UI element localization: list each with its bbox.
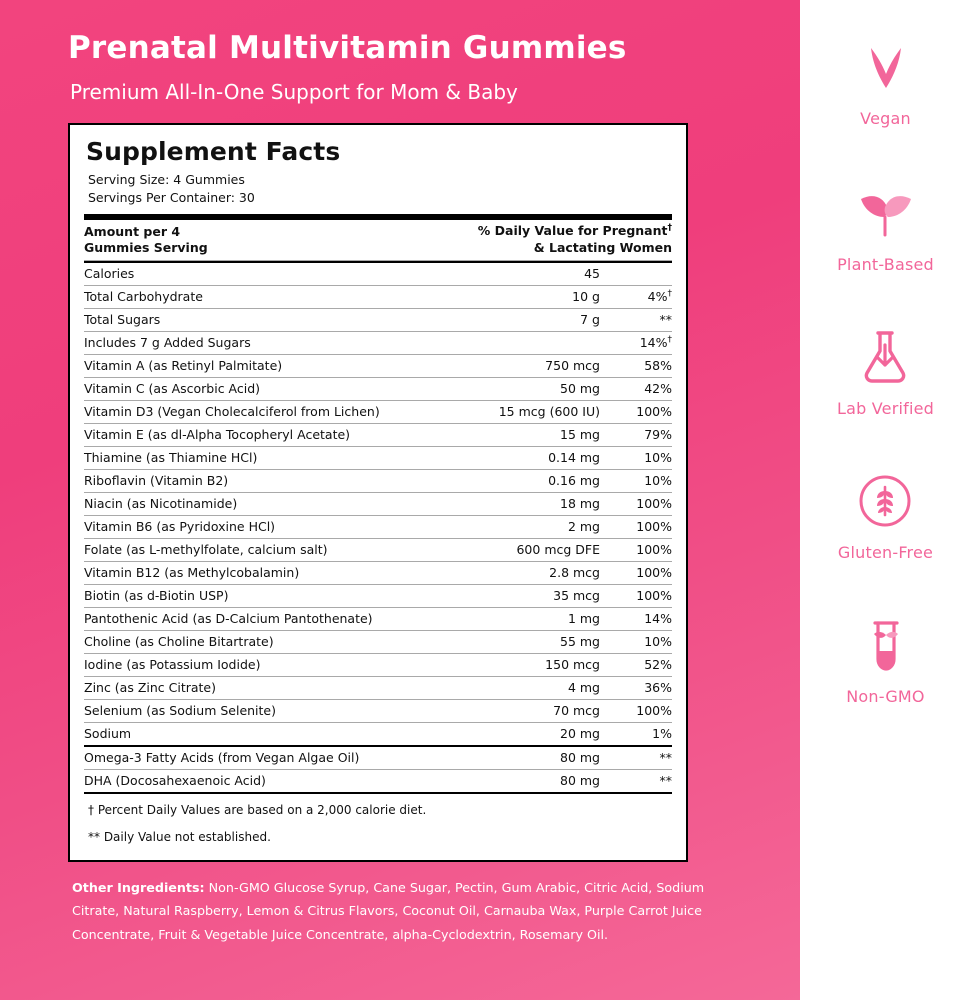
nutrition-rows-secondary-body: [84, 747, 672, 792]
other-ingredients-text: Non-GMO Glucose Syrup, Cane Sugar, Pectin, Gum Arabic, Citric Acid, Sodium Citrate, Natural Raspberry, Lemon & Citrus Flavors, Coconut Oil, Carnauba Wax, Purple Carrot Juice Concentrate, Fruit & Vegetable Juice Concentrate, alpha-Cyclodextrin, Rosemary Oil.: [72, 879, 705, 942]
badge-plant-based: [837, 180, 934, 274]
nutrient-name: Zinc (as Zinc Citrate): [84, 676, 450, 699]
nutrient-daily-value: 100%: [600, 584, 672, 607]
nutrient-name: Pantothenic Acid (as D-Calcium Pantothenate): [84, 607, 450, 630]
table-row: [84, 469, 672, 492]
badge-lab-verified: [837, 324, 934, 418]
nutrient-amount: 10 g: [450, 285, 600, 308]
nutrient-amount: 2 mg: [450, 515, 600, 538]
nutrition-table: [84, 220, 672, 261]
table-row: [84, 561, 672, 584]
nutrition-rows-secondary: [84, 747, 672, 792]
table-row: [84, 446, 672, 469]
nutrient-name: Calories: [84, 263, 450, 286]
badge-label-non-gmo: Non-GMO: [846, 687, 925, 706]
serving-size: Serving Size: 4 Gummies: [88, 172, 245, 188]
badge-label-lab-verified: Lab Verified: [836, 399, 934, 418]
table-header-row: [84, 220, 672, 260]
nutrient-daily-value: **: [600, 747, 672, 770]
nutrient-name: Includes 7 g Added Sugars: [84, 331, 450, 354]
table-row: [84, 538, 672, 561]
nutrient-amount: 1 mg: [450, 607, 600, 630]
dv-footnote-marker: †: [667, 335, 672, 346]
nutrient-amount: [450, 331, 600, 354]
nutrient-name: Biotin (as d-Biotin USP): [84, 584, 450, 607]
table-row: [84, 722, 672, 745]
nutrient-amount: 70 mcg: [450, 699, 600, 722]
table-row: [84, 769, 672, 792]
footnote-not-established: ** Daily Value not established.: [88, 829, 271, 844]
nutrient-name: Folate (as L-methylfolate, calcium salt): [84, 538, 450, 561]
nutrient-amount: 80 mg: [560, 773, 600, 789]
badge-label-plant-based: Plant-Based: [837, 255, 934, 274]
nutrient-name: Riboflavin (Vitamin B2): [84, 469, 450, 492]
nutrient-amount: 150 mcg: [450, 653, 600, 676]
badge-vegan: [853, 34, 919, 128]
supplement-facts-panel: [68, 123, 688, 861]
table-row: [84, 423, 672, 446]
nutrient-daily-value: 14%†: [600, 331, 672, 354]
table-row: [84, 354, 672, 377]
nutrient-daily-value: 10%: [600, 469, 672, 492]
badges-panel: [800, 0, 971, 1000]
nutrient-amount: 15 mg: [450, 423, 600, 446]
header-dv-cell: [313, 220, 672, 260]
nutrient-daily-value: 10%: [600, 630, 672, 653]
other-ingredients-label: Other Ingredients:: [72, 879, 205, 895]
header-amount-cell: [84, 220, 313, 260]
nutrient-name: Sodium: [84, 726, 132, 742]
nutrient-amount: 55 mg: [450, 630, 600, 653]
nutrient-name: Vitamin B12 (as Methylcobalamin): [84, 561, 450, 584]
header-dv-line1: % Daily Value for Pregnant: [477, 223, 668, 239]
header-dv-line2: & Lactating Women: [533, 239, 672, 255]
nutrient-daily-value: 14%: [600, 607, 672, 630]
table-row: [84, 263, 672, 286]
nutrient-name: Niacin (as Nicotinamide): [84, 492, 450, 515]
nutrition-rows-primary-body: [84, 263, 672, 745]
nutrient-amount: 0.14 mg: [450, 446, 600, 469]
header-amount-line2: Gummies Serving: [84, 239, 208, 255]
nutrient-amount: 0.16 mg: [450, 469, 600, 492]
nutrient-daily-value: 10%: [600, 446, 672, 469]
flask-icon: [852, 324, 918, 390]
table-row: [84, 630, 672, 653]
nutrient-name: Vitamin A (as Retinyl Palmitate): [84, 354, 450, 377]
table-row: [84, 699, 672, 722]
nutrient-name: Choline (as Choline Bitartrate): [84, 630, 450, 653]
nutrient-amount: 750 mcg: [450, 354, 600, 377]
page-subtitle: Premium All-In-One Support for Mom & Baby: [70, 80, 518, 105]
nutrient-name: Total Carbohydrate: [84, 285, 450, 308]
badge-label-gluten-free: Gluten-Free: [837, 543, 934, 562]
other-ingredients: [72, 876, 712, 947]
nutrient-daily-value: 100%: [600, 492, 672, 515]
nutrient-amount: 4 mg: [450, 676, 600, 699]
table-row: [84, 285, 672, 308]
nutrient-name: Vitamin B6 (as Pyridoxine HCl): [84, 515, 450, 538]
nutrient-amount: 20 mg: [560, 726, 600, 742]
nutrient-amount: 50 mg: [450, 377, 600, 400]
leaf-icon: [853, 180, 919, 246]
nutrient-amount: 80 mg: [450, 747, 600, 770]
nutrient-daily-value: **: [659, 773, 672, 789]
nutrient-daily-value: 52%: [600, 653, 672, 676]
nutrient-daily-value: 100%: [600, 515, 672, 538]
nutrient-daily-value: 4%†: [600, 285, 672, 308]
header-amount-line1: Amount per 4: [84, 223, 181, 239]
badge-label-vegan: Vegan: [860, 109, 911, 128]
nutrient-daily-value: 100%: [600, 400, 672, 423]
nutrient-name: Total Sugars: [84, 308, 450, 331]
nutrient-daily-value: 100%: [600, 538, 672, 561]
servings-per-container: Servings Per Container: 30: [88, 190, 255, 206]
nutrient-amount: 45: [450, 263, 600, 286]
table-row: [84, 492, 672, 515]
nutrient-amount: 600 mcg DFE: [450, 538, 600, 561]
badge-gluten-free: [838, 468, 933, 562]
nutrient-name: Vitamin C (as Ascorbic Acid): [84, 377, 450, 400]
nutrient-name: DHA (Docosahexaenoic Acid): [84, 773, 266, 789]
nutrient-daily-value: 42%: [600, 377, 672, 400]
nutrient-daily-value: 58%: [600, 354, 672, 377]
table-row: [84, 515, 672, 538]
nutrient-name: Selenium (as Sodium Selenite): [84, 699, 450, 722]
nutrient-name: Thiamine (as Thiamine HCl): [84, 446, 450, 469]
table-row: [84, 377, 672, 400]
nutrient-amount: 15 mcg (600 IU): [450, 400, 600, 423]
nutrient-name: Vitamin E (as dl-Alpha Tocopheryl Acetate): [84, 423, 450, 446]
table-row: [84, 653, 672, 676]
test-tube-icon: [853, 612, 919, 678]
nutrient-name: Iodine (as Potassium Iodide): [84, 653, 450, 676]
nutrient-amount: 35 mcg: [450, 584, 600, 607]
dagger-marker: †: [667, 223, 672, 234]
nutrient-amount: 7 g: [450, 308, 600, 331]
footnote-daily-values: † Percent Daily Values are based on a 2,000 calorie diet.: [88, 802, 427, 817]
nutrient-daily-value: 36%: [600, 676, 672, 699]
nutrition-rows-primary: [84, 263, 672, 745]
table-row: [84, 400, 672, 423]
dv-footnote-marker: †: [667, 289, 672, 300]
nutrient-daily-value: 100%: [600, 699, 672, 722]
table-row: [84, 607, 672, 630]
page-title: Prenatal Multivitamin Gummies: [68, 30, 627, 66]
divider-medium-3: [84, 792, 672, 794]
table-row: [84, 331, 672, 354]
nutrient-name: Vitamin D3 (Vegan Cholecalciferol from Lichen): [84, 400, 450, 423]
badge-non-gmo: [846, 612, 924, 706]
nutrient-daily-value: 1%: [652, 726, 672, 742]
nutrient-daily-value: 100%: [600, 561, 672, 584]
supplement-facts-title: Supplement Facts: [86, 137, 341, 167]
nutrient-amount: 18 mg: [450, 492, 600, 515]
nutrient-daily-value: [600, 263, 672, 286]
wheat-icon: [852, 468, 918, 534]
nutrition-table-body: [84, 220, 672, 260]
table-row: [84, 676, 672, 699]
nutrient-daily-value: 79%: [600, 423, 672, 446]
nutrient-daily-value: **: [600, 308, 672, 331]
table-row: [84, 747, 672, 770]
vegan-v-icon: [853, 34, 919, 100]
table-row: [84, 584, 672, 607]
nutrient-name: Omega-3 Fatty Acids (from Vegan Algae Oil): [84, 747, 450, 770]
table-row: [84, 308, 672, 331]
nutrient-amount: 2.8 mcg: [450, 561, 600, 584]
